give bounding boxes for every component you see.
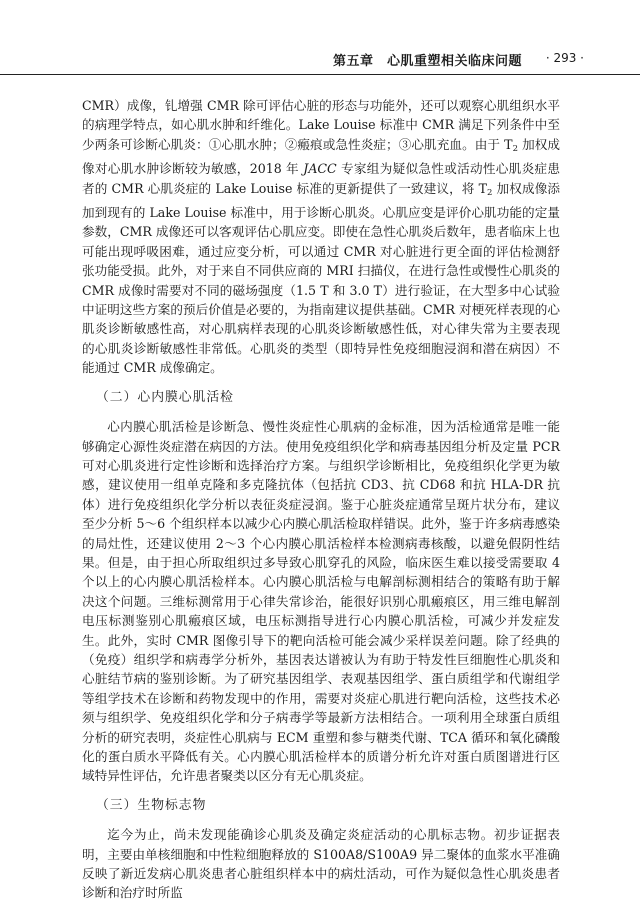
paragraph-cmr-part-d: 加权成像添加到现有的 Lake Louise 标准中，用于诊断心肌炎。心肌应变是评价心肌功能的定量参数，CMR 成像还可以客观评估心肌应变。即使在急性心肌炎后数年，患者临床上也可能出现呼吸困难，通过应变分析，可以通过 CMR 对心脏进行更全面的评估检测舒张功能受损。此外，对于来自不同供应商的 MRI 扫描仪，在进行急性或慢性心肌炎的 CMR 成像时需要对不同的磁场强度（1.5 T 和 3.0 T）进行验证，在大型多中心试验中证明这些方案的预后价值是必要的，为指南建议提供基础。CMR 对梗死样表现的心肌炎诊断敏感性高，对心肌病样表现的心肌炎诊断敏感性低，对心律失常为主要表现的心肌炎诊断敏感性非常低。心肌炎的类型（即特异性免疫细胞浸润和潜在病因）不能通过 CMR 成像确定。 [82, 180, 560, 376]
journal-name: JACC [303, 161, 337, 177]
paragraph-cmr-part-b: 加权成像对心肌水肿诊断较为敏感，2018 年 [82, 136, 560, 177]
section-heading-biopsy: （二）心内膜心肌活检 [96, 389, 234, 405]
page-number: · 293 · [545, 51, 584, 65]
paragraph-cmr [82, 96, 560, 378]
paragraph-biomarkers: 迄今为止，尚未发现能确诊心肌炎及确定炎症活动的心肌标志物。初步证据表明，主要由单核细胞和中性粒细胞释放的 S100A8/S100A9 异二聚体的血浆水平准确反映了新近发病心肌炎患者心脏组织样本中的病灶活动，可作为疑似急性心肌炎患者诊断和治疗时所监 [82, 827, 560, 901]
paragraph-biopsy: 心内膜心肌活检是诊断急、慢性炎症性心肌病的金标准，因为活检通常是唯一能够确定心源性炎症潜在病因的方法。使用免疫组织化学和病毒基因组分析及定量 PCR 可对心肌炎进行定性诊断和选择治疗方案。与组织学诊断相比，免疫组织化学更为敏感，建议使用一组单克隆和多克隆抗体（包括抗 CD3、抗 CD68 和抗 HLA-DR 抗体）进行免疫组织化学分析以表征炎症浸润。鉴于心脏炎症通常呈斑片状分布，建议至少分析 5～6 个组织样本以减少心内膜心肌活检取样错误。此外，鉴于许多病毒感染的局灶性，还建议使用 2～3 个心内膜心肌活检样本检测病毒核酸，以避免假阴性结果。但是，由于担心所取组织过多导致心肌穿孔的风险，临床医生难以接受需要取 4 个以上的心内膜心肌活检样本。心内膜心肌活检与电解剖标测相结合的策略有助于解决这个问题。三维标测常用于心律失常诊治，能很好识别心肌瘢痕区，用三维电解剖电压标测鉴别心肌瘢痕区域，电压标测指导进行心内膜心肌活检，可减少并发症发生。此外，实时 CMR 图像引导下的靶向活检可能会减少采样误差问题。除了经典的（免疫）组织学和病毒学分析外，基因表达谱被认为有助于特发性巨细胞性心肌炎和心脏结节病的鉴别诊断。为了研究基因组学、表观基因组学、蛋白质组学和代谢组学等组学技术在诊断和药物发现中的作用，需要对炎症心肌进行靶向活检，这些技术必须与组织学、免疫组织化学和分子病毒学等最新方法相结合。一项利用全球蛋白质组分析的研究表明，炎症性心肌病与 ECM 重塑和参与糖类代谢、TCA 循环和氧化磷酸化的蛋白质水平降低有关。心内膜心肌活检样本的质谱分析允许对蛋白质图谱进行区域特异性评估，允许患者聚类以区分有无心肌炎症。 [82, 419, 560, 784]
page-body [82, 96, 560, 903]
paragraph-cmr-part-a: CMR）成像，钆增强 CMR 除可评估心脏的形态与功能外，还可以观察心肌组织水平的病理学特点，如心肌水肿和纤维化。Lake Louise 标准中 CMR 满足下列条件中至少两条可诊断心肌炎：①心肌水肿；②瘢痕或急性炎症；③心肌充血。由于 T [82, 98, 560, 152]
section-heading-biomarkers: （三）生物标志物 [96, 797, 207, 813]
chapter-title: 第五章 心肌重塑相关临床问题 [332, 54, 522, 69]
t2-subscript-2: 2 [487, 187, 493, 198]
t2-subscript-1: 2 [512, 143, 518, 154]
page-header [0, 0, 640, 75]
paragraph-cmr-part-c: 专家组为疑似急性或活动性心肌炎症患者的 CMR 心肌炎症的 Lake Louise 标准的更新提供了一致建议，将 T [82, 161, 560, 196]
